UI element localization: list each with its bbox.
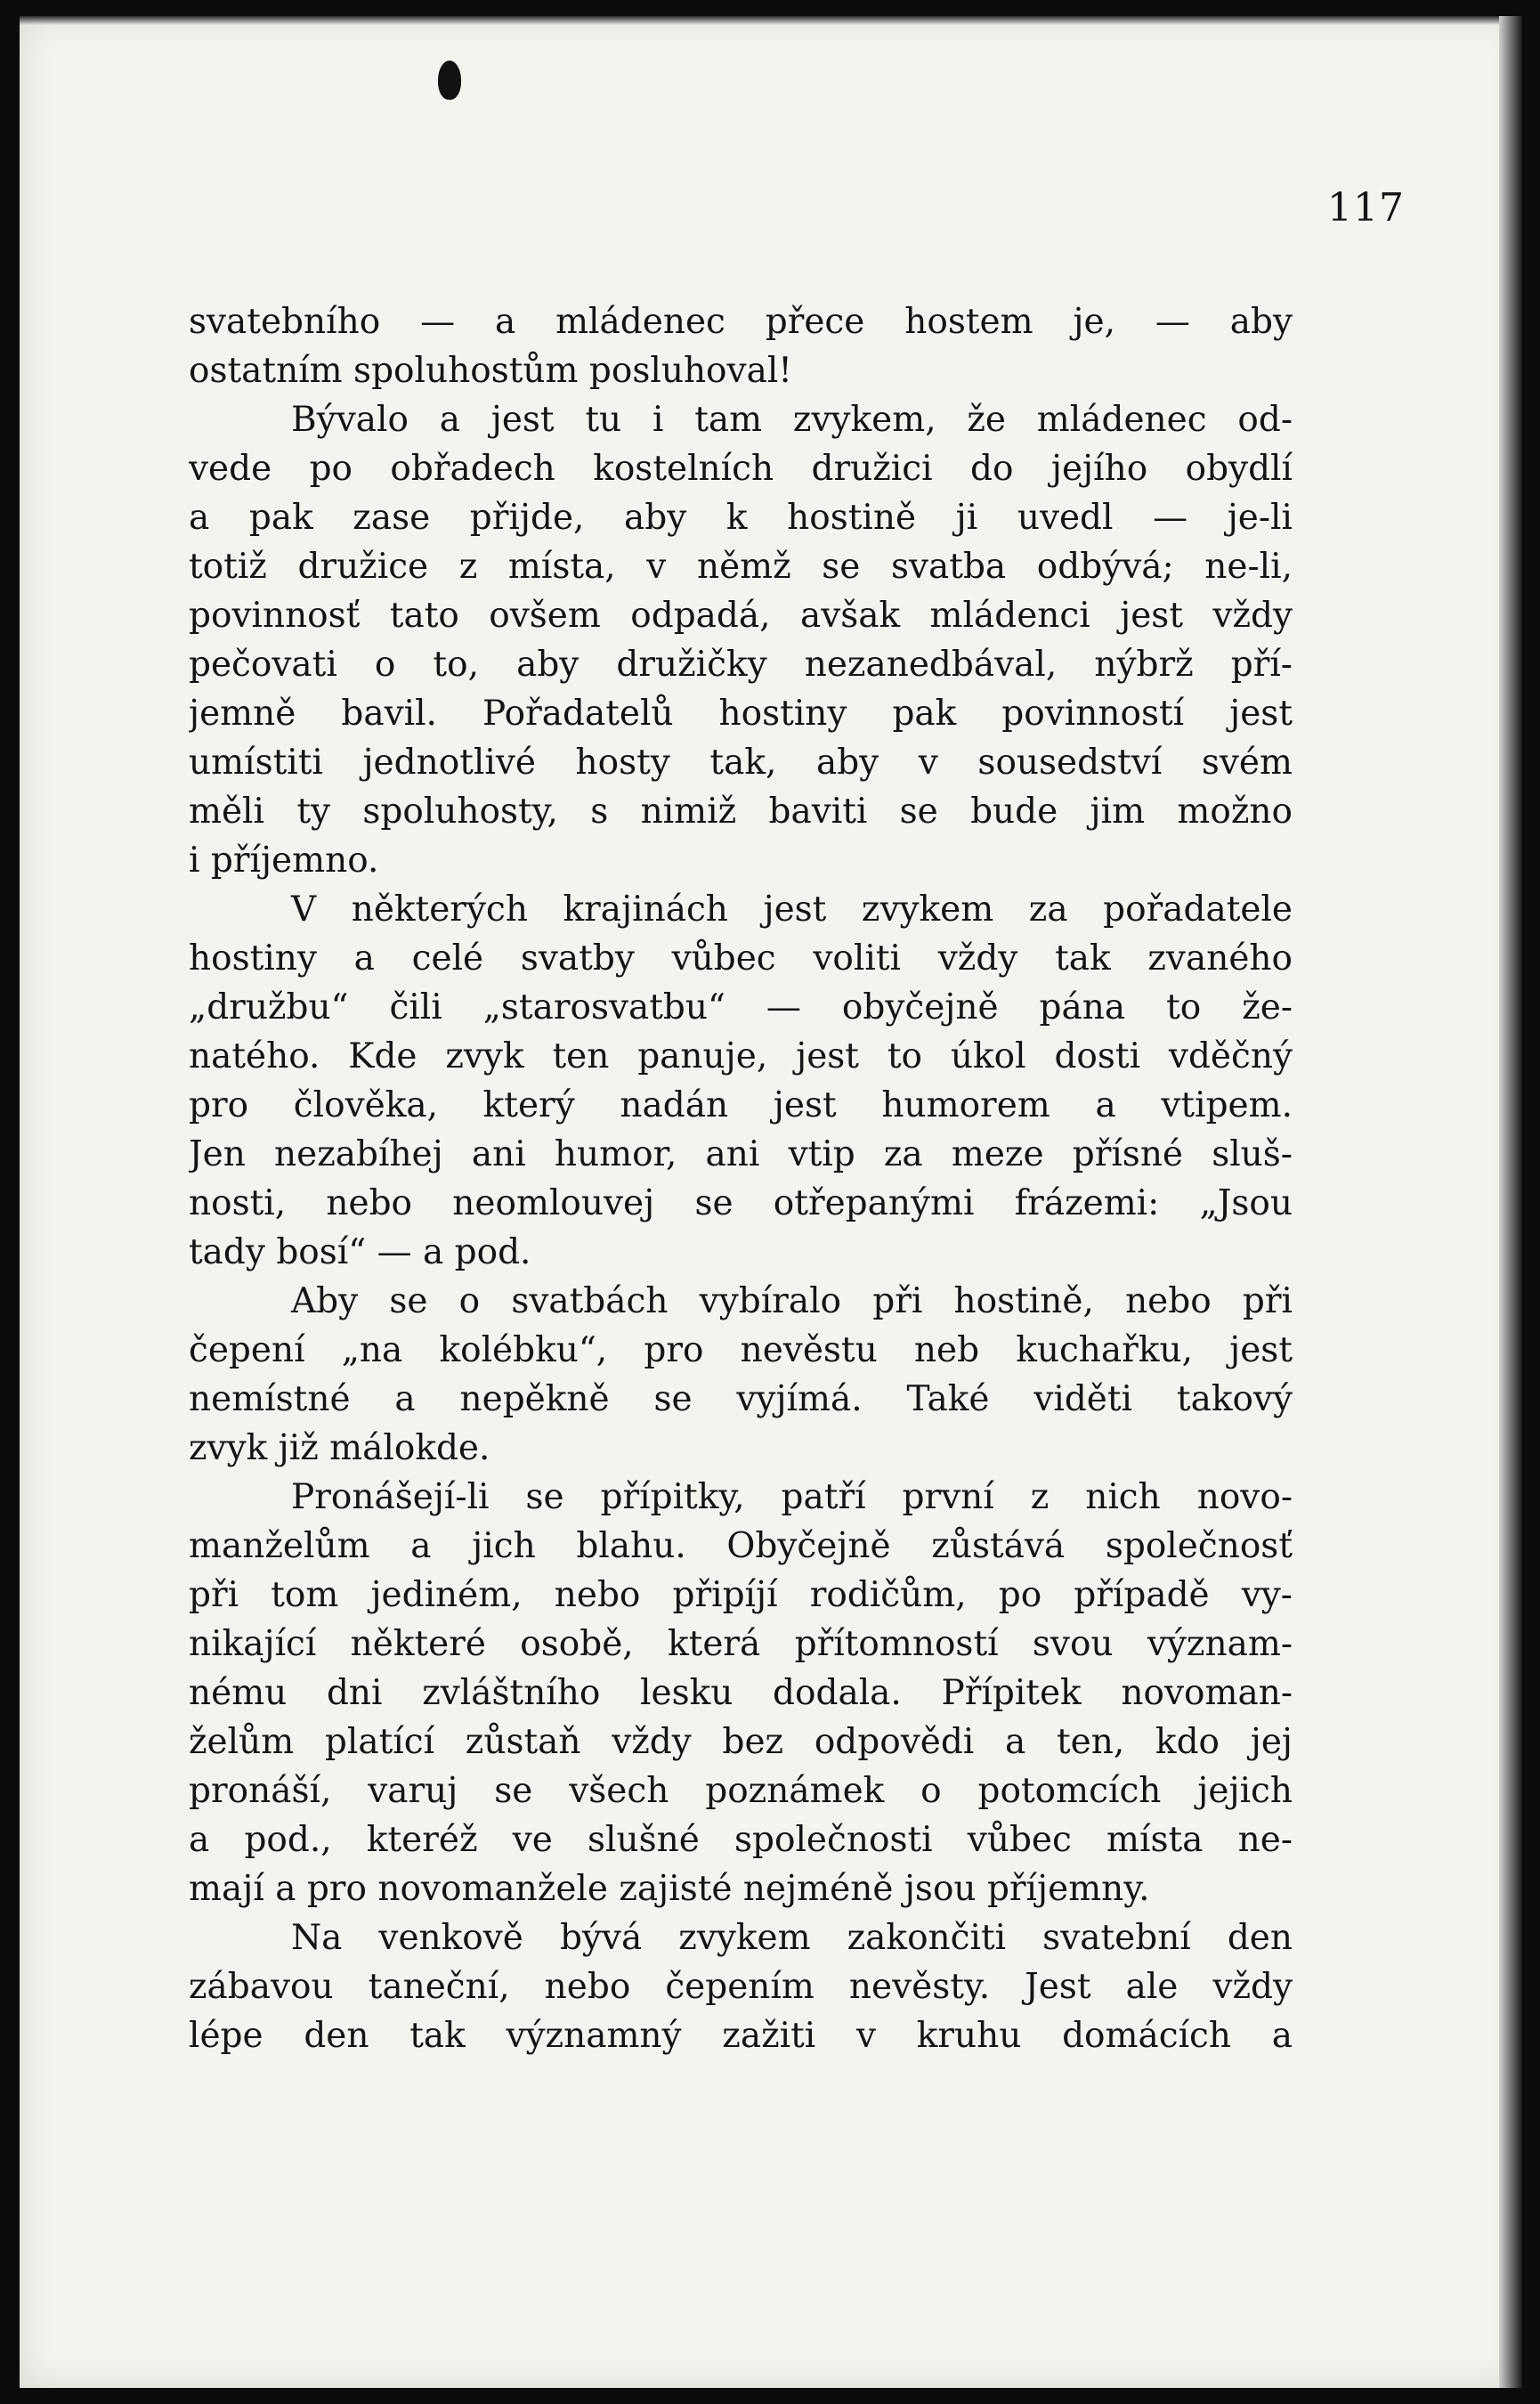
text-line: svatebního — a mládenec přece hostem je, — aby — [189, 302, 1293, 342]
text-line: pronáší, varuj se všech poznámek o potomcích jejich — [189, 1771, 1293, 1811]
text-line: nému dni zvláštního lesku dodala. Přípitek novoman- — [189, 1673, 1293, 1713]
page-top-edge-shadow — [20, 16, 1522, 25]
text-line: čepení „na kolébku“, pro nevěstu neb kuchařku, jest — [189, 1330, 1293, 1370]
book-page — [20, 16, 1522, 2388]
text-line: lépe den tak významný zažiti v kruhu domácích a — [189, 2016, 1293, 2056]
text-line: hostiny a celé svatby vůbec voliti vždy tak zvaného — [189, 938, 1293, 979]
text-line: jemně bavil. Pořadatelů hostiny pak povinností jest — [189, 694, 1293, 734]
body-text — [189, 297, 1293, 2060]
page-right-edge-shadow — [1499, 16, 1522, 2388]
text-line: zábavou taneční, nebo čepením nevěsty. Jest ale vždy — [189, 1967, 1293, 2007]
text-line: Bývalo a jest tu i tam zvykem, že mládenec od- — [291, 400, 1293, 440]
text-line: natého. Kde zvyk ten panuje, jest to úkol dosti vděčný — [189, 1036, 1293, 1076]
text-line: „družbu“ čili „starosvatbu“ — obyčejně pána to že- — [189, 987, 1293, 1027]
text-line: a pak zase přijde, aby k hostině ji uvedl — je-li — [189, 498, 1293, 538]
text-line: nosti, nebo neomlouvej se otřepanými frázemi: „Jsou — [189, 1183, 1293, 1223]
text-line: při tom jediném, nebo připíjí rodičům, po případě vy- — [189, 1575, 1293, 1615]
text-line: povinnosť tato ovšem odpadá, avšak mládenci jest vždy — [189, 596, 1293, 636]
text-line: i příjemno. — [189, 841, 379, 881]
text-line: manželům a jich blahu. Obyčejně zůstává společnosť — [189, 1526, 1293, 1566]
text-line: pečovati o to, aby družičky nezanedbával, nýbrž pří- — [189, 645, 1293, 685]
text-line: nemístné a nepěkně se vyjímá. Také viděti takový — [189, 1379, 1293, 1419]
text-line: vede po obřadech kostelních družici do jejího obydlí — [189, 449, 1293, 489]
text-line: V některých krajinách jest zvykem za pořadatele — [291, 889, 1293, 930]
text-line: pro člověka, který nadán jest humorem a vtipem. — [189, 1085, 1293, 1125]
text-line: Aby se o svatbách vybíralo při hostině, nebo při — [291, 1281, 1293, 1321]
text-line: a pod., kteréž ve slušné společnosti vůbec místa ne- — [189, 1820, 1293, 1860]
text-line: tady bosí“ — a pod. — [189, 1232, 531, 1272]
text-line: želům platící zůstaň vždy bez odpovědi a ten, kdo jej — [189, 1722, 1293, 1762]
text-line: měli ty spoluhosty, s nimiž baviti se bude jim možno — [189, 792, 1293, 832]
text-line: totiž družice z místa, v němž se svatba odbývá; ne-li, — [189, 547, 1293, 587]
ink-blot — [438, 61, 461, 100]
text-line: Jen nezabíhej ani humor, ani vtip za meze přísné sluš- — [189, 1134, 1293, 1174]
text-line: ostatním spoluhostům posluhoval! — [189, 351, 792, 391]
text-line: Pronášejí-li se přípitky, patří první z nich novo- — [291, 1477, 1293, 1517]
text-line: umístiti jednotlivé hosty tak, aby v sousedství svém — [189, 743, 1293, 783]
text-line: mají a pro novomanžele zajisté nejméně jsou příjemny. — [189, 1869, 1150, 1909]
text-line: zvyk již málokde. — [189, 1428, 490, 1468]
text-line: nikající některé osobě, která přítomností svou význam- — [189, 1624, 1293, 1664]
page-number: 117 — [1327, 185, 1405, 231]
text-line: Na venkově bývá zvykem zakončiti svatební den — [291, 1918, 1293, 1958]
